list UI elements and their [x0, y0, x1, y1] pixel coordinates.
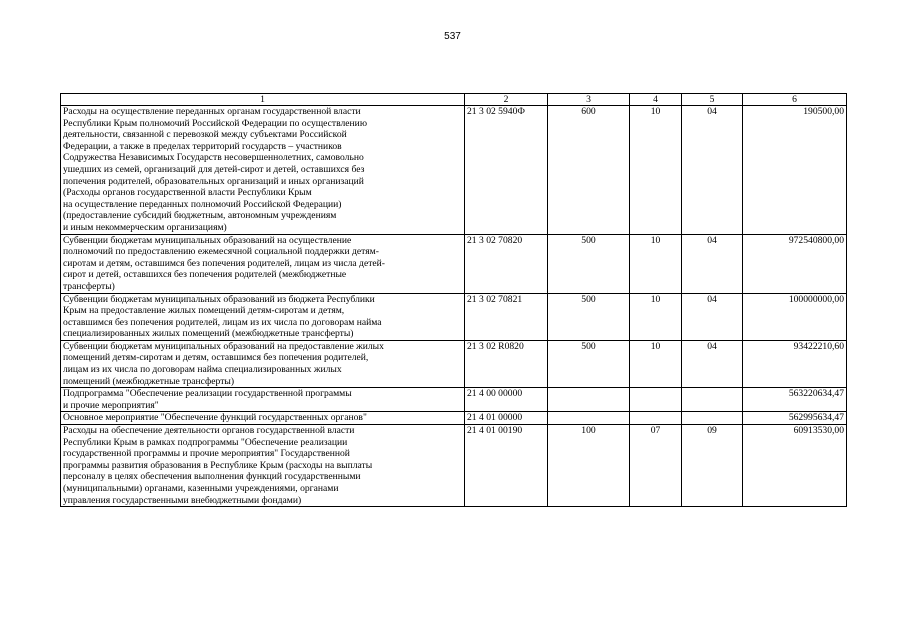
description-line: сиротам и детям, оставшимся без попечения родителей, лицам из числа детей- [63, 257, 385, 269]
row-subsection: 04 [682, 293, 743, 340]
row-amount: 563220634,47 [743, 388, 847, 412]
row-target-article-code: 21 3 02 70820 [465, 234, 548, 293]
row-target-article-code: 21 3 02 70821 [465, 293, 548, 340]
row-subsection [682, 388, 743, 412]
description-line: Федерации, а также в пределах территорий государств – участников [63, 140, 342, 152]
table-row [61, 340, 847, 387]
row-subsection: 04 [682, 234, 743, 293]
column-header-5: 5 [682, 94, 743, 106]
row-target-article-code: 21 4 00 00000 [465, 388, 548, 412]
description-line: оставшимся без попечения родителей, лицам из их числа по договорам найма [63, 316, 382, 328]
row-target-article-code: 21 3 02 R0820 [465, 340, 548, 387]
description-line: и иным некоммерческим организациям) [63, 221, 227, 233]
row-section: 10 [630, 234, 682, 293]
description-line: ушедших из семей, организаций для детей-сирот и детей, оставшихся без [63, 163, 365, 175]
column-header-1: 1 [61, 94, 465, 106]
row-section: 07 [630, 425, 682, 507]
description-line: Субвенции бюджетам муниципальных образований на предоставление жилых [63, 340, 384, 352]
description-line: попечения родителей, образовательных организаций и иных организаций [63, 175, 364, 187]
description-line: Основное мероприятие "Обеспечение функций государственных органов" [63, 412, 367, 424]
row-section [630, 388, 682, 412]
row-section: 10 [630, 106, 682, 235]
row-expense-type [548, 388, 630, 412]
row-section [630, 412, 682, 425]
row-description [61, 425, 465, 507]
row-expense-type: 100 [548, 425, 630, 507]
description-line: и прочие мероприятия" [63, 399, 159, 411]
row-section: 10 [630, 293, 682, 340]
row-amount: 972540800,00 [743, 234, 847, 293]
row-expense-type [548, 412, 630, 425]
row-amount: 100000000,00 [743, 293, 847, 340]
table-body [61, 106, 847, 507]
description-line: программы развития образования в Республике Крым (расходы на выплаты [63, 459, 373, 471]
row-amount: 190500,00 [743, 106, 847, 235]
description-line: Расходы на обеспечение деятельности органов государственной власти [63, 425, 355, 437]
description-line: Содружества Независимых Государств несовершеннолетних, самовольно [63, 152, 364, 164]
table-row [61, 234, 847, 293]
description-line: сирот и детей, оставшихся без попечения родителей (межбюджетные [63, 269, 347, 281]
row-target-article-code: 21 3 02 5940Ф [465, 106, 548, 235]
page-number: 537 [444, 31, 461, 42]
row-expense-type: 600 [548, 106, 630, 235]
row-description [61, 234, 465, 293]
description-line: (предоставление субсидий бюджетным, автономным учреждениям [63, 210, 337, 222]
description-line: трансферты) [63, 280, 115, 292]
row-expense-type: 500 [548, 340, 630, 387]
row-target-article-code: 21 4 01 00000 [465, 412, 548, 425]
row-description [61, 106, 465, 235]
description-line: полномочий по предоставлению ежемесячной социальной поддержки детям- [63, 246, 379, 258]
table-row [61, 425, 847, 507]
row-subsection: 04 [682, 106, 743, 235]
column-header-2: 2 [465, 94, 548, 106]
row-amount: 93422210,60 [743, 340, 847, 387]
row-amount: 562995634,47 [743, 412, 847, 425]
row-description [61, 412, 465, 425]
description-line: помещений (межбюджетные трансферты) [63, 375, 235, 387]
description-line: государственной программы и прочие мероприятия" Государственной [63, 448, 350, 460]
description-line: специализированных жилых помещений (межбюджетные трансферты) [63, 328, 354, 340]
table-row [61, 412, 847, 425]
row-description [61, 340, 465, 387]
table-row [61, 388, 847, 412]
row-target-article-code: 21 4 01 00190 [465, 425, 548, 507]
row-description [61, 293, 465, 340]
description-line: помещений детям-сиротам и детям, оставшимся без попечения родителей, [63, 352, 369, 364]
column-number-row [61, 94, 847, 106]
description-line: (муниципальными) органами, казенными учреждениями, органами [63, 483, 339, 494]
table-row [61, 293, 847, 340]
row-section: 10 [630, 340, 682, 387]
row-amount: 60913530,00 [743, 425, 847, 507]
description-line: Субвенции бюджетам муниципальных образований на осуществление [63, 234, 352, 246]
row-subsection [682, 412, 743, 425]
row-expense-type: 500 [548, 293, 630, 340]
description-line: лицам из их числа по договорам найма специализированных жилых [63, 364, 342, 376]
row-expense-type: 500 [548, 234, 630, 293]
row-description [61, 388, 465, 412]
description-line: на осуществление переданных полномочий Российской Федерации) [63, 198, 342, 210]
description-line: персоналу в целях обеспечения выполнения функций государственными [63, 471, 361, 483]
description-line: Крым на предоставление жилых помещений детям-сиротам и детям, [63, 305, 345, 317]
description-line: Субвенции бюджетам муниципальных образований из бюджета Республики [63, 293, 375, 305]
column-header-3: 3 [548, 94, 630, 106]
description-line: (Расходы органов государственной власти Республики Крым [63, 187, 312, 199]
column-header-6: 6 [743, 94, 847, 106]
budget-table [60, 93, 847, 507]
description-line: управления государственными внебюджетными фондами) [63, 494, 302, 506]
row-subsection: 09 [682, 425, 743, 507]
description-line: деятельности, связанной с перевозкой между субъектами Российской [63, 129, 347, 141]
description-line: Республики Крым в рамках подпрограммы "Обеспечение реализации [63, 436, 348, 448]
description-line: Подпрограмма "Обеспечение реализации государственной программы [63, 388, 352, 400]
description-line: Республики Крым полномочий Российской Федерации по осуществлению [63, 117, 367, 129]
column-header-4: 4 [630, 94, 682, 106]
table-row [61, 106, 847, 235]
description-line: Расходы на осуществление переданных органам государственной власти [63, 106, 361, 117]
row-subsection: 04 [682, 340, 743, 387]
